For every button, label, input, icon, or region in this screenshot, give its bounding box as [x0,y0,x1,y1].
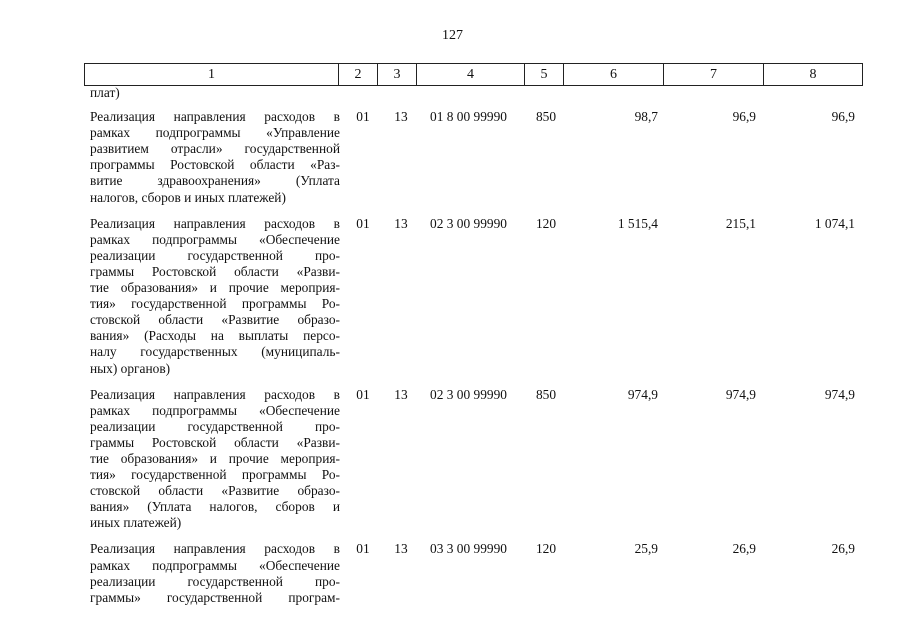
table-row [84,216,862,377]
cell-subsection: 13 [394,109,408,125]
column-header-2: 2 [339,64,378,86]
cell-amount-col6: 974,9 [627,386,658,402]
description-line: Реализация направления расходов в [90,109,340,125]
cell-amount-col8: 974,9 [824,386,855,402]
row-description [90,109,340,206]
cell-amount-col8: 1 074,1 [814,215,855,231]
description-line: Реализация направления расходов в [90,215,340,231]
description-line: развитием отрасли» государственной [90,141,340,157]
cell-target-code: 01 8 00 99990 [430,109,507,125]
column-header-8: 8 [764,64,863,86]
cell-amount-col7: 96,9 [732,109,756,125]
table-row [84,109,862,206]
cell-expense-type: 850 [535,109,557,125]
description-line: реализации государственной про- [90,573,340,589]
cell-amount-col7: 26,9 [732,541,756,557]
description-line: реализации государственной про- [90,247,340,263]
cell-section: 01 [356,109,370,125]
column-header-5: 5 [525,64,564,86]
cell-amount-col8: 26,9 [831,541,855,557]
description-line: рамках подпрограммы «Управление [90,125,340,141]
description-line: рамках подпрограммы «Обеспечение [90,557,340,573]
column-header-4: 4 [417,64,525,86]
table-row [84,541,862,605]
description-line: стовской области «Развитие образо- [90,312,340,328]
description-line: вания» (Расходы на выплаты персо- [90,328,340,344]
description-line: ных) органов) [90,360,171,376]
cell-target-code: 02 3 00 99990 [430,386,507,402]
row-description [90,387,340,532]
cell-target-code: 03 3 00 99990 [430,541,507,557]
column-header-1: 1 [85,64,339,86]
cell-section: 01 [356,541,370,557]
table-body [84,85,862,606]
description-line: иных платежей) [90,515,182,531]
cell-subsection: 13 [394,541,408,557]
cell-amount-col6: 98,7 [634,109,658,125]
cell-amount-col6: 1 515,4 [617,215,658,231]
cell-amount-col8: 96,9 [831,109,855,125]
description-line: Реализация направления расходов в [90,386,340,402]
description-line: тие образования» и прочие мероприя- [90,450,340,466]
description-line: стовской области «Развитие образо- [90,483,340,499]
column-header-3: 3 [378,64,417,86]
cell-expense-type: 120 [535,215,557,231]
description-line: граммы Ростовской области «Разви- [90,263,340,279]
cell-subsection: 13 [394,215,408,231]
cell-expense-type: 850 [535,386,557,402]
cell-amount-col7: 974,9 [725,386,756,402]
cell-subsection: 13 [394,386,408,402]
table-row [84,387,862,532]
description-line: граммы» государственной програм- [90,589,340,605]
description-line: налогов, сборов и иных платежей) [90,189,286,205]
column-header-6: 6 [564,64,664,86]
description-line: Реализация направления расходов в [90,541,340,557]
cell-amount-col6: 25,9 [634,541,658,557]
column-header-row [85,64,863,86]
description-line: тия» государственной программы Ро- [90,296,340,312]
column-header-7: 7 [664,64,764,86]
description-line: рамках подпрограммы «Обеспечение [90,402,340,418]
cell-section: 01 [356,215,370,231]
description-line: программы Ростовской области «Раз- [90,157,340,173]
page-number: 127 [442,28,463,43]
cell-amount-col7: 215,1 [725,215,756,231]
cell-section: 01 [356,386,370,402]
row-description [90,541,340,605]
description-line: реализации государственной про- [90,418,340,434]
description-line: налу государственных (муниципаль- [90,344,340,360]
column-header-table [84,63,863,86]
description-line: граммы Ростовской области «Разви- [90,434,340,450]
description-line: рамках подпрограммы «Обеспечение [90,231,340,247]
description-line: тие образования» и прочие мероприя- [90,280,340,296]
continued-text: плат) [90,85,120,100]
row-description [90,216,340,377]
cell-target-code: 02 3 00 99990 [430,215,507,231]
cell-expense-type: 120 [535,541,557,557]
description-line: тия» государственной программы Ро- [90,467,340,483]
description-line: вания» (Уплата налогов, сборов и [90,499,340,515]
description-line: витие здравоохранения» (Уплата [90,173,340,189]
